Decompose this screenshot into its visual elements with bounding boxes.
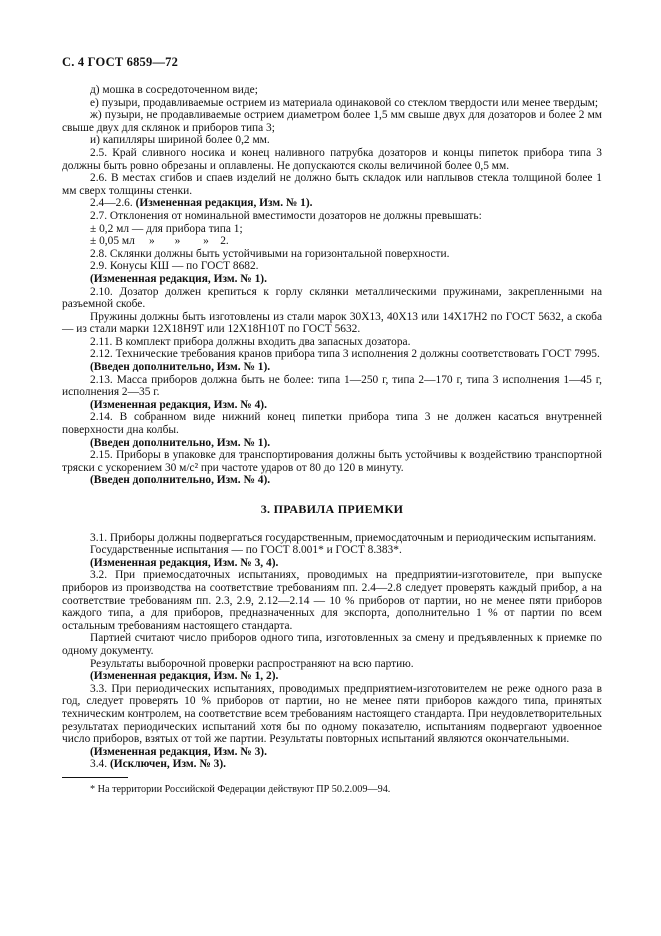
amendment-note: (Измененная редакция, Изм. № 3, 4). [90, 556, 279, 569]
paragraph-2-4-e: е) пузыри, продавливаемые острием из материала одинаковой со стеклом твердости или менее твердым; [90, 96, 599, 109]
paragraph-2-8: 2.8. Склянки должны быть устойчивыми на горизонтальной поверхности. [90, 247, 450, 260]
paragraph-2-12: 2.12. Технические требования кранов прибора типа 3 исполнения 2 должны соответствовать ГОСТ 7995. [90, 348, 600, 361]
amendment-note: (Введен дополнительно, Изм. № 1). [90, 436, 271, 449]
paragraph-3-4 [62, 758, 602, 771]
paragraph-2-11: 2.11. В комплект прибора должны входить два запасных дозатора. [90, 335, 411, 348]
paragraph-number: 3.4. [90, 758, 108, 771]
amendment-note: (Измененная редакция, Изм. № 3). [90, 745, 267, 758]
tolerance-type-1: ± 0,2 мл — для прибора типа 1; [90, 222, 243, 235]
footnote: * На территории Российской Федерации действуют ПР 50.2.009—94. [90, 783, 391, 795]
amendment-note: (Измененная редакция, Изм. № 4). [90, 398, 267, 411]
section-title-acceptance-rules: 3. ПРАВИЛА ПРИЕМКИ [260, 502, 404, 516]
paragraph-2-7: 2.7. Отклонения от номинальной вместимости дозаторов не должны превышать: [90, 209, 482, 222]
paragraph-2-6: 2.6. В местах сгибов и спаев изделий не должно быть складок или наплывов стекла толщиной более 1 мм сверх толщины стенки. [62, 172, 602, 197]
paragraph-2-10-springs: Пружины должны быть изготовлены из стали марок 30Х13, 40Х13 или 14Х17Н2 по ГОСТ 5632, а скоба — из стали марки 12Х18Н9Т или 12Х18Н10Т по ГОСТ 5632. [62, 310, 602, 336]
amendment-note: (Измененная редакция, Изм. № 1). [90, 272, 267, 285]
excluded-note: (Исключен, Изм. № 3). [109, 758, 226, 771]
paragraph-3-2: 3.2. При приемосдаточных испытаниях, проводимых на предприятии-изготовителе, при выпуске приборов из производства на соответствие требованиям пп. 2.4—2.8 следует проверять каждый прибор, а на соответствие требованиям пп. 2.3, 2.9, 2.12—2.14 — 10 % приборов от партии, но не менее пяти приборов каждого типа, а для приборов, предназначенных для экспорта, дополнительно 1 % от партии по всем остальным требованиям настоящего стандарта. [62, 569, 602, 632]
paragraph-3-2-batch: Партией считают число приборов одного типа, изготовленных за смену и предъявленных к приемке по одному документу. [62, 632, 602, 657]
paragraph-2-5: 2.5. Край сливного носика и конец наливного патрубка дозаторов и концы пипеток прибора типа 3 должны быть ровно обрезаны и оплавлены. Не допускаются сколы величиной более 0,5 мм. [62, 146, 602, 172]
paragraph-2-13: 2.13. Масса приборов должна быть не более: типа 1—250 г, типа 2—170 г, типа 3 исполнения 1—45 г, исполнения 2—35 г. [62, 373, 602, 399]
paragraph-3-1: 3.1. Приборы должны подвергаться государственным, приемосдаточным и периодическим испытаниям. [90, 531, 597, 544]
paragraph-2-10: 2.10. Дозатор должен крепиться к горлу склянки металлическими пружинами, закрепленными на разъемной скобе. [62, 285, 602, 311]
paragraph-2-4-d: д) мошка в сосредоточенном виде; [90, 84, 258, 96]
footnote-divider [62, 777, 128, 778]
amendment-note: (Введен дополнительно, Изм. № 4). [90, 474, 271, 487]
document-body [62, 84, 602, 796]
paragraph-3-2-sampling: Результаты выборочной проверки распространяют на всю партию. [90, 657, 414, 670]
page-header: С. 4 ГОСТ 6859—72 [62, 55, 179, 69]
amendment-note-2-4-2-6 [62, 197, 602, 210]
paragraph-3-1-state-tests: Государственные испытания — по ГОСТ 8.001* и ГОСТ 8.383*. [90, 544, 402, 557]
paragraph-2-4-i: и) капилляры шириной более 0,2 мм. [90, 134, 270, 147]
paragraph-2-9: 2.9. Конусы КШ — по ГОСТ 8682. [90, 260, 259, 273]
amendment-text: (Измененная редакция, Изм. № 1). [135, 197, 313, 210]
paragraph-2-14: 2.14. В собранном виде нижний конец пипетки прибора типа 3 не должен касаться внутренней поверхности дна колбы. [62, 411, 602, 437]
amendment-range: 2.4—2.6. [90, 197, 133, 210]
amendment-note: (Измененная редакция, Изм. № 1, 2). [90, 670, 279, 683]
tolerance-type-2: ± 0,05 мл » » » 2. [90, 235, 229, 248]
paragraph-2-15: 2.15. Приборы в упаковке для транспортирования должны быть устойчивы к воздействию транспортной тряски с ускорением 30 м/с² при частоте ударов от 80 до 120 в минуту. [62, 449, 602, 474]
amendment-note: (Введен дополнительно, Изм. № 1). [90, 361, 271, 374]
paragraph-2-4-zh: ж) пузыри, не продавливаемые острием диаметром более 1,5 мм свыше двух для дозаторов и более 2 мм свыше двух для склянок и приборов типа 3; [62, 109, 602, 134]
paragraph-3-3: 3.3. При периодических испытаниях, проводимых предприятием-изготовителем не реже одного раза в год, следует проверять 10 % приборов от партии, но не менее пяти приборов каждого типа, принятых техническим контролем, на соответствие всем требованиям настоящего стандарта. При неудовлетворительных результатах периодических испытаний хотя бы по одному показателю, испытаниям подвергают удвоенное число приборов, взятых от той же партии. Результаты повторных испытаний являются окончательными. [62, 682, 602, 746]
